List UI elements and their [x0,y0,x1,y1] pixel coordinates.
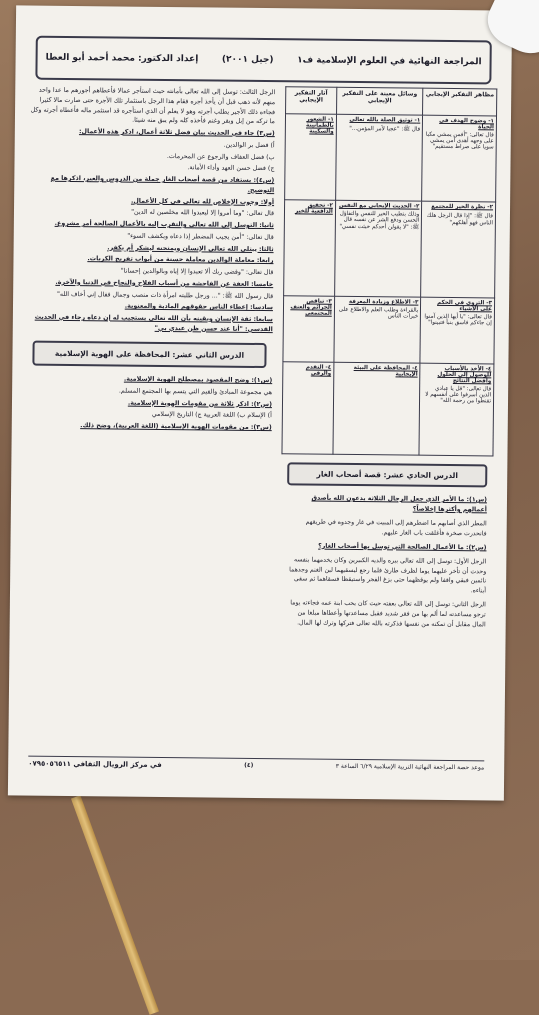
table-header-row [286,87,497,116]
table-header-cell: وسائل معينة على التفكير الإيجابي [336,87,423,115]
lesson-point-3: ثالثا: يبتلي الله تعالى الإنسان ويمتحنه ليشكر أم يكفر. [107,243,274,253]
lesson-point-5: خامسا: العفة عن الفاحشة من أسباب الفلاح والنجاح في الدنيا والآخرة. [55,278,274,288]
page-header [35,36,491,85]
right-column [280,86,498,634]
cell-text: وذلك بتطيب الخير للنفس والتفاؤل الحسن ودفع الشر عن نفسه قال ﷺ: "لا يقولن أحدكم خبثت نفسي" [339,210,420,231]
positive-thinking-table [281,86,497,456]
cell-title: ٢- تحقيق الدافعية للخير [295,202,333,215]
lesson11-title: الدرس الحادي عشر: قصة أصحاب الغار [287,462,487,487]
worksheet-page [8,5,512,800]
table-header-cell: مظاهر التفكير الإيجابي [423,88,497,116]
table-cell [421,201,496,298]
left-column [26,84,276,435]
header-author: إعداد الدكتور: محمد أحمد أبو العطا [45,52,199,65]
header-title: المراجعة النهائية في العلوم الإسلامية ف١ [297,55,482,68]
cell-text: قال ﷺ: "عجبا لأمر المؤمن..." [349,125,421,133]
cell-text: قال تعالى: "أفمن يمشي مكبا على وجهه أهدى أمن يمشي سويا على صراط مستقيم" [425,131,494,151]
table-header-cell: آثار التفكير الإيجابي [286,87,337,115]
table-cell [420,297,494,364]
lesson-point-6: سادسا: إعطاء الناس حقوقهم المادية والمعنوية. [124,302,274,312]
table-cell [422,115,497,202]
lesson12-answer-1: هي مجموعة المبادئ والقيم التي يتسم بها المجتمع المسلم. [118,387,273,397]
question-3: (س٣) جاء في الحديث بيان فضل ثلاثة أعمال، اذكر هذه الأعمال: [78,128,275,138]
lesson-point-1: أولا: وجوب الإخلاص لله تعالى في كل الأعمال. [130,197,275,206]
table-cell [334,296,421,363]
table-cell [335,114,422,201]
cell-title: ١- وضوح الهدف في الحياة [439,117,494,131]
cell-title: ٤- المحافظة على البيئة الإيجابية [353,364,418,378]
table-cell [282,362,334,455]
cell-text: قال تعالى: "يا أيها الذين آمنوا إن جاءكم فاسق بنبأ فتبينوا" [424,313,492,327]
lesson-point-2-verse: قال تعالى: "أمن يجيب المضطر إذا دعاه ويكشف السوء" [127,232,274,241]
cell-title: ٣- الاطلاع وزيادة المعرفة [348,298,419,306]
cell-title: ١- توثيق الصلة بالله تعالى [349,116,421,124]
cell-text: بالقراءة وطلب العلم والاطلاع على خبرات الناس [338,306,419,320]
lesson-point-5-hadith: قال رسول الله ﷺ: "... ورجل طلبته امرأة ذات منصب وجمال فقال إني أخاف الله" [56,290,274,300]
q3-answer-c: ج) فضل حسن العهد وأداء الأمانة. [187,164,275,173]
lesson12-question-1: (س١): وضح المقصود بمصطلح الهوية الإسلامية. [123,375,273,385]
cell-title: ٤- التقدم والرقي [305,364,332,377]
table-cell [419,363,494,456]
table-row [285,114,497,202]
lesson-point-1-verse: قال تعالى: "وما أمروا إلا ليعبدوا الله مخلصين له الدين" [131,208,275,218]
cell-title: ٢- الحديث الإيجابي مع النفس [338,202,420,210]
table-cell [333,362,420,455]
lesson12-question-3: (س٣): من مقومات الهوية الإسلامية (اللغة العربية)، وضح ذلك. [80,422,272,432]
table-row [282,362,494,456]
lesson-point-4: رابعا: معاملة الوالدين معاملة حسنة من أبواب تفريج الكربات. [87,255,274,265]
lesson12-title: الدرس الثاني عشر: المحافظة على الهوية الإسلامية [32,340,266,368]
question-4: (س٤): يستفاد من قصة أصحاب الغار جملة من الدروس والعبر، اذكرها مع التوضيح. [50,174,275,194]
lesson11-answer-1: المطر الذي أصابهم ما اضطرهم إلى المبيت في غار وجدوه في طريقهم فانحدرت صخرة فأغلقت باب الغار عليهم. [305,518,487,538]
footer-center-info: في مركز الرويال الثقافي ٠٧٩٥٠٥٦٥١١ [28,759,162,769]
cell-title: ٣- تناقص الجرائم والعنف المجتمعي [290,298,332,317]
cell-title: ٤- الأخذ بالأسباب للوصول إلى الحلول وأفضل النتائج [437,365,492,385]
lesson-point-2: ثانيا: التوسل إلى الله تعالى والتقرب إليه بالأعمال الصالحة أمر مشروع. [54,219,274,230]
table-cell [285,114,337,201]
table-cell [283,296,335,363]
table-row [284,200,496,298]
table-row [283,296,495,364]
q3-answer-a: أ) فضل بر الوالدين. [223,141,275,149]
lesson11-question-2: (س٢): ما الأعمال الصالحة التي توسل بها أصحاب الغار؟ [318,542,487,552]
page-number: (٤) [244,761,254,769]
lesson11-answer-second-man: الرجل الثاني: توسل إلى الله تعالى بعفته حيث كان يحب ابنة عمه فجاءته يوما ترجو مساعدته لما ألم بها من فقر شديد فقبل مساعدتها وأعطاها مبلغا من المال مقابل أن تمكنه من نفسها فذكرته بالله تعالى فتركها وترك لها المال. [290,599,486,629]
cell-text: قال ﷺ: "إذا قال الرجل هلك الناس فهو أهلكهم" [426,212,493,227]
third-man-paragraph: الرجل الثالث: توسل إلى الله تعالى بأمانته حيث استأجر عمالا فأعطاهم أجورهم ما عدا واحد منهم لأنه ذهب قبل أن يأخذ أجره فقام هذا الرجل باستثمار تلك الأجرة حتى صارت مالا كثيرا فجاءه ذلك الأجير يطلب أجرته وهو لا يعلم أن الذي استأجره قد استثمر ماله فأعطاه أجرته وكل ما تركه من إبل وبقر وغنم فأخذه كله ولم يبق منه شيئا. [30,86,276,126]
page-footer [28,756,484,773]
lesson11-question-1: (س١): ما الأمر الذي جعل الرجال الثلاثة يدعون الله بأصدق أعمالهم وأكثرها إخلاصاً؟ [311,494,488,514]
table-cell [334,200,422,297]
cell-text: قال تعالى: "قل يا عبادي الذين أسرفوا على أنفسهم لا تقنطوا من رحمة الله" [425,385,492,405]
lesson12-question-2: (س٢): اذكر ثلاثة من مقومات الهوية الإسلامية. [127,399,273,408]
cell-title: ١- الشعور بالطمأنينة والسكينة [306,116,334,135]
lesson-point-7: سابعا: ثقة الإنسان ويقينه بأن الله تعالى يستجيب له إن دعاه رجاء في الحديث القدسي: "أنا عند حسن ظن عبدي بي" [34,313,273,333]
header-generation: (جيل ٢٠٠١) [221,54,274,66]
cell-title: ٢- نظرة الخير للمجتمع [431,203,494,211]
lesson-point-4-verse: قال تعالى: "وقضى ربك ألا تعبدوا إلا إياه وبالوالدين إحسانا" [120,267,274,277]
cell-title: ٣- التروي في الحكم على الأشياء [437,299,493,313]
table-cell [284,200,336,297]
lesson11-answer-first-man: الرجل الأول: توسل إلى الله تعالى ببره والديه الكبيرين وكان يخدمهما بنفسه وحدث أن تأخر عليهما يوما لظرف طارئ فلما رجع ليسقيهما لبن الغنم وجدهما نائمين فبقي واقفا ولم يوقظهما حتى بزغ الفجر واستيقظا فسقاهما ثم سقى أبناءه. [289,555,487,595]
q3-answer-b: ب) فضل العفاف والرجوع عن المحرمات. [166,152,275,161]
footer-note: موعد حصة المراجعة النهائية التربية الإسلامية ٦/٢٩ الساعة ٣ [335,762,485,772]
lesson12-answer-2: أ) الإسلام ب) اللغة العربية ج) التاريخ الإسلامي [151,411,272,420]
